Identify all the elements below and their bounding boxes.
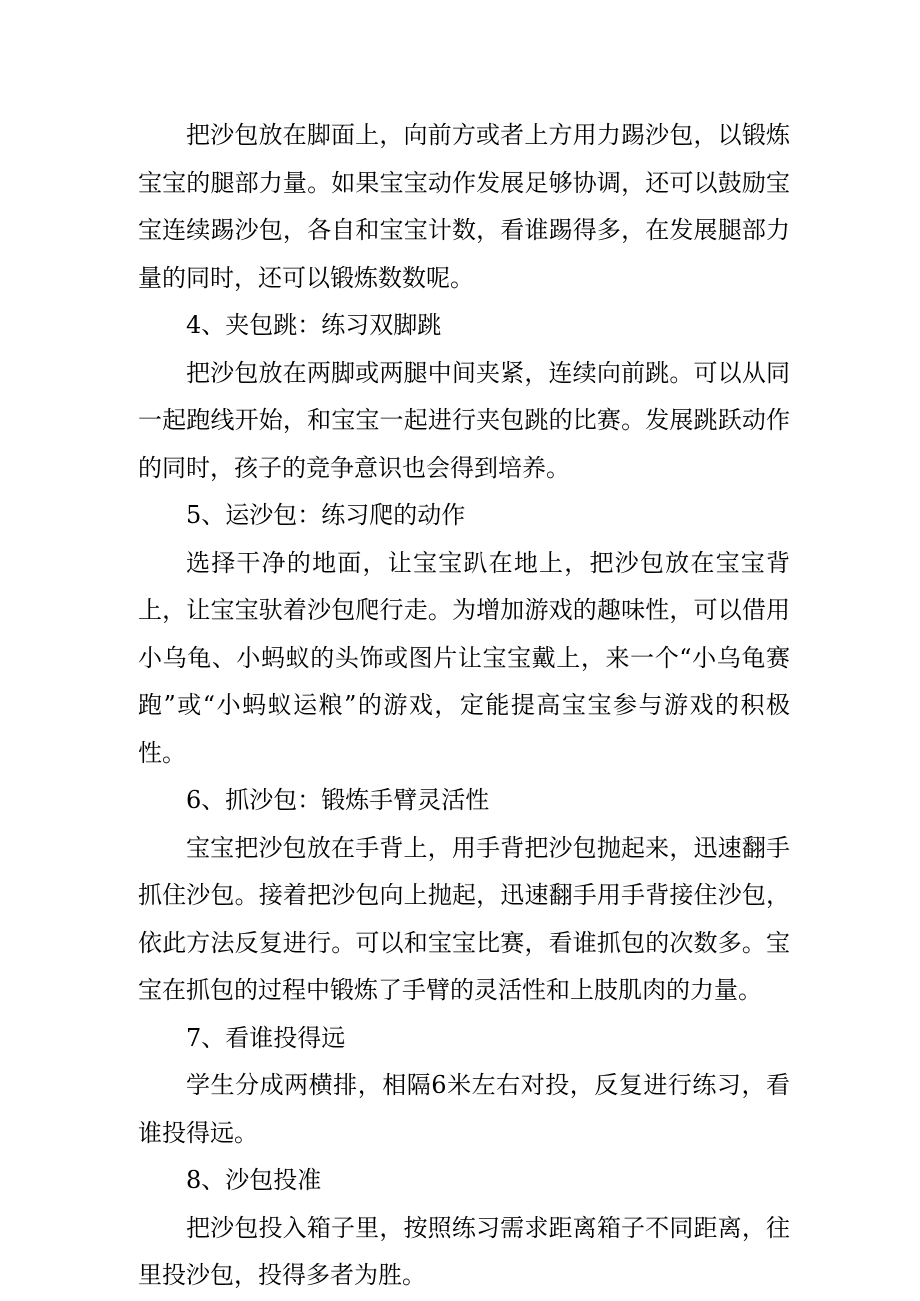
paragraph-kick-sandbag: 把沙包放在脚面上，向前方或者上方用力踢沙包，以锻炼宝宝的腿部力量。如果宝宝动作发展足够协调，还可以鼓励宝宝连续踢沙包，各自和宝宝计数，看谁踢得多，在发展腿部力量的同时，还可以锻炼数数呢。 — [138, 121, 790, 292]
heading-section-4: 4、夹包跳：练习双脚跳 — [186, 311, 442, 339]
heading-section-7: 7、看谁投得远 — [186, 1023, 346, 1052]
heading-section-8: 8、沙包投准 — [186, 1166, 322, 1194]
heading-section-5: 5、运沙包：练习爬的动作 — [186, 501, 466, 529]
heading-section-6: 6、抓沙包：锻炼手臂灵活性 — [186, 786, 490, 814]
paragraph-section-6: 宝宝把沙包放在手背上，用手背把沙包抛起来，迅速翻手抓住沙包。接着把沙包向上抛起，迅速翻手用手背接住沙包，依此方法反复进行。可以和宝宝比赛，看谁抓包的次数多。宝宝在抓包的过程中锻炼了手臂的灵活性和上肢肌肉的力量。 — [138, 833, 790, 1004]
paragraph-section-8: 把沙包投入箱子里，按照练习需求距离箱子不同距离，往里投沙包，投得多者为胜。 — [138, 1213, 790, 1289]
paragraph-section-7: 学生分成两横排，相隔6米左右对投，反复进行练习，看谁投得远。 — [138, 1071, 790, 1147]
paragraph-section-4: 把沙包放在两脚或两腿中间夹紧，连续向前跳。可以从同一起跑线开始，和宝宝一起进行夹包跳的比赛。发展跳跃动作的同时，孩子的竞争意识也会得到培养。 — [138, 358, 790, 482]
paragraph-section-5: 选择干净的地面，让宝宝趴在地上，把沙包放在宝宝背上，让宝宝驮着沙包爬行走。为增加游戏的趣味性，可以借用小乌龟、小蚂蚁的头饰或图片让宝宝戴上，来一个“小乌龟赛跑”或“小蚂蚁运粮”的游戏，定能提高宝宝参与游戏的积极性。 — [138, 548, 790, 767]
